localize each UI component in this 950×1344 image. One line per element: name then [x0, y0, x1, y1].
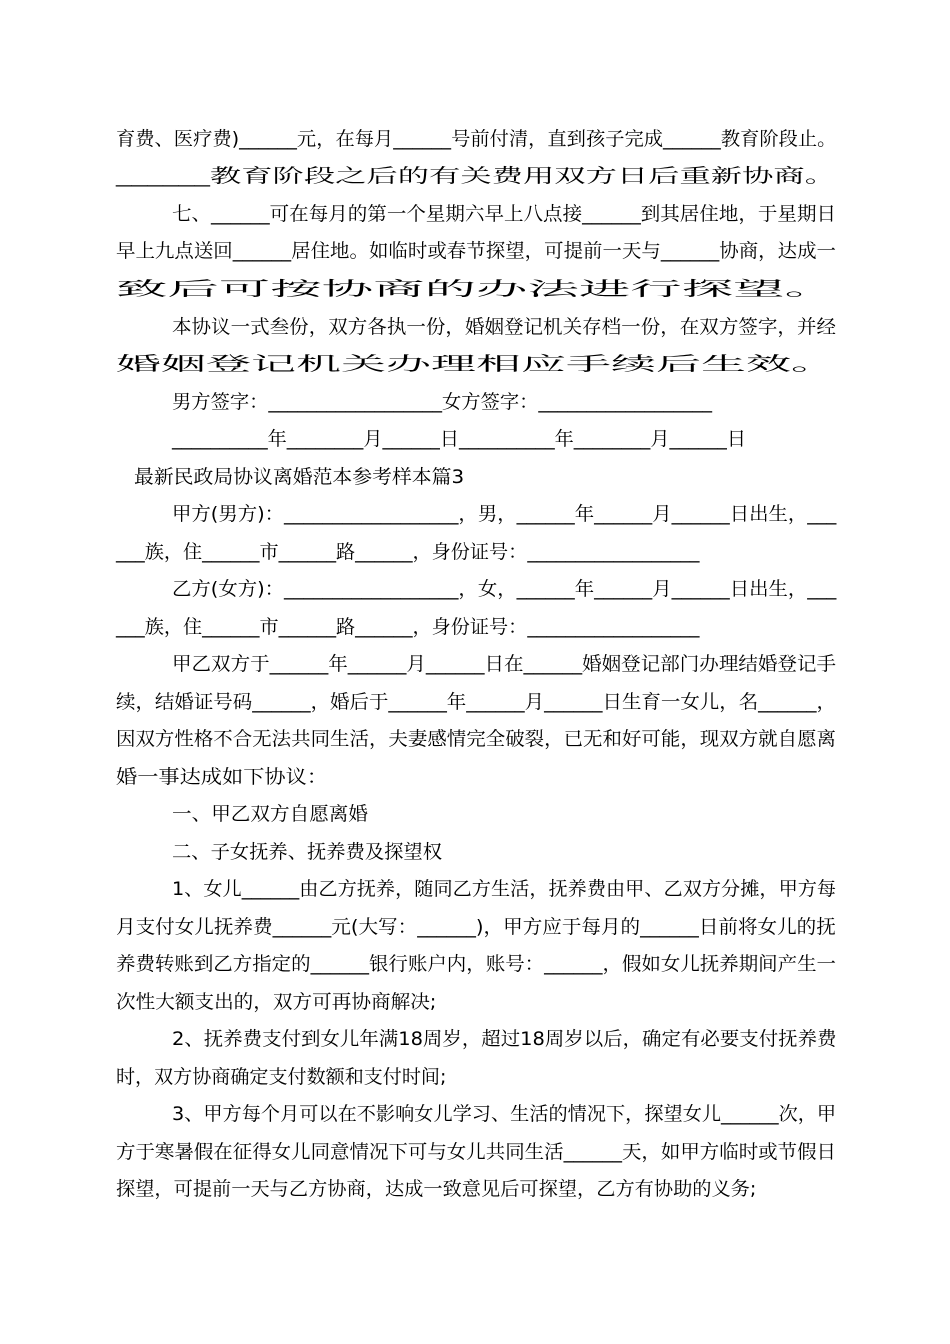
text-line: 续，结婚证号码______，婚后于______年______月______日生育一女儿，名______， — [116, 691, 837, 713]
signature-line: 男方签字：__________________女方签字：__________________ — [172, 391, 713, 413]
list-item: 一、甲乙双方自愿离婚 — [172, 803, 369, 825]
text-line: 因双方性格不合无法共同生活，夫妻感情完全破裂，已无和好可能，现双方就自愿离 — [116, 728, 837, 750]
text-line: 育费、医疗费)______元，在每月______号前付清，直到孩子完成______教育阶段止。 — [116, 128, 837, 150]
text-line: 方于寒暑假在征得女儿同意情况下可与女儿共同生活______天，如甲方临时或节假日 — [116, 1141, 837, 1163]
text-line: 婚姻登记机关办理相应手续后生效。 — [116, 353, 837, 375]
text-line: 早上九点送回______居住地。如临时或春节探望，可提前一天与______协商，达成一 — [116, 240, 837, 262]
text-line: 甲乙双方于______年______月______日在______婚姻登记部门办理结婚登记手 — [172, 653, 837, 675]
text-line: 时，双方协商确定支付数额和支付时间; — [116, 1066, 447, 1088]
text-line: ______教育阶段之后的有关费用双方日后重新协商。 — [116, 165, 837, 187]
text-line: 本协议一式叁份，双方各执一份，婚姻登记机关存档一份，在双方签字，并经 — [172, 316, 837, 338]
text-line: 养费转账到乙方指定的______银行账户内，账号：______，假如女儿抚养期间产生一 — [116, 953, 837, 975]
text-line: ___族，住______市______路______，身份证号：__________________ — [116, 616, 700, 638]
text-line: 3、甲方每个月可以在不影响女儿学习、生活的情况下，探望女儿______次，甲 — [172, 1103, 837, 1125]
text-line: 月支付女儿抚养费______元(大写：______)，甲方应于每月的______日前将女儿的抚 — [116, 916, 836, 938]
text-line: 致后可按协商的办法进行探望。 — [116, 278, 837, 300]
text-line: 探望，可提前一天与乙方协商，达成一致意见后可探望，乙方有协助的义务; — [116, 1178, 757, 1200]
list-item: 二、子女抚养、抚养费及探望权 — [172, 841, 443, 863]
date-line: __________年________月______日__________年________月______日 — [172, 428, 747, 450]
text-line: 1、女儿______由乙方抚养，随同乙方生活，抚养费由甲、乙双方分摊，甲方每 — [172, 878, 837, 900]
text-line: 乙方(女方)：__________________，女，______年______月______日出生，___ — [172, 578, 837, 600]
text-line: 婚一事达成如下协议： — [116, 766, 329, 788]
section-heading: 最新民政局协议离婚范本参考样本篇3 — [134, 466, 465, 488]
text-line: 次性大额支出的，双方可再协商解决; — [116, 991, 437, 1013]
text-line: 七、______可在每月的第一个星期六早上八点接______到其居住地，于星期日 — [172, 203, 837, 225]
text-line: 甲方(男方)：__________________，男，______年______月______日出生，___ — [172, 503, 837, 525]
text-line: 2、抚养费支付到女儿年满18周岁，超过18周岁以后，确定有必要支付抚养费 — [172, 1028, 837, 1050]
text-line: ___族，住______市______路______，身份证号：__________________ — [116, 541, 700, 563]
